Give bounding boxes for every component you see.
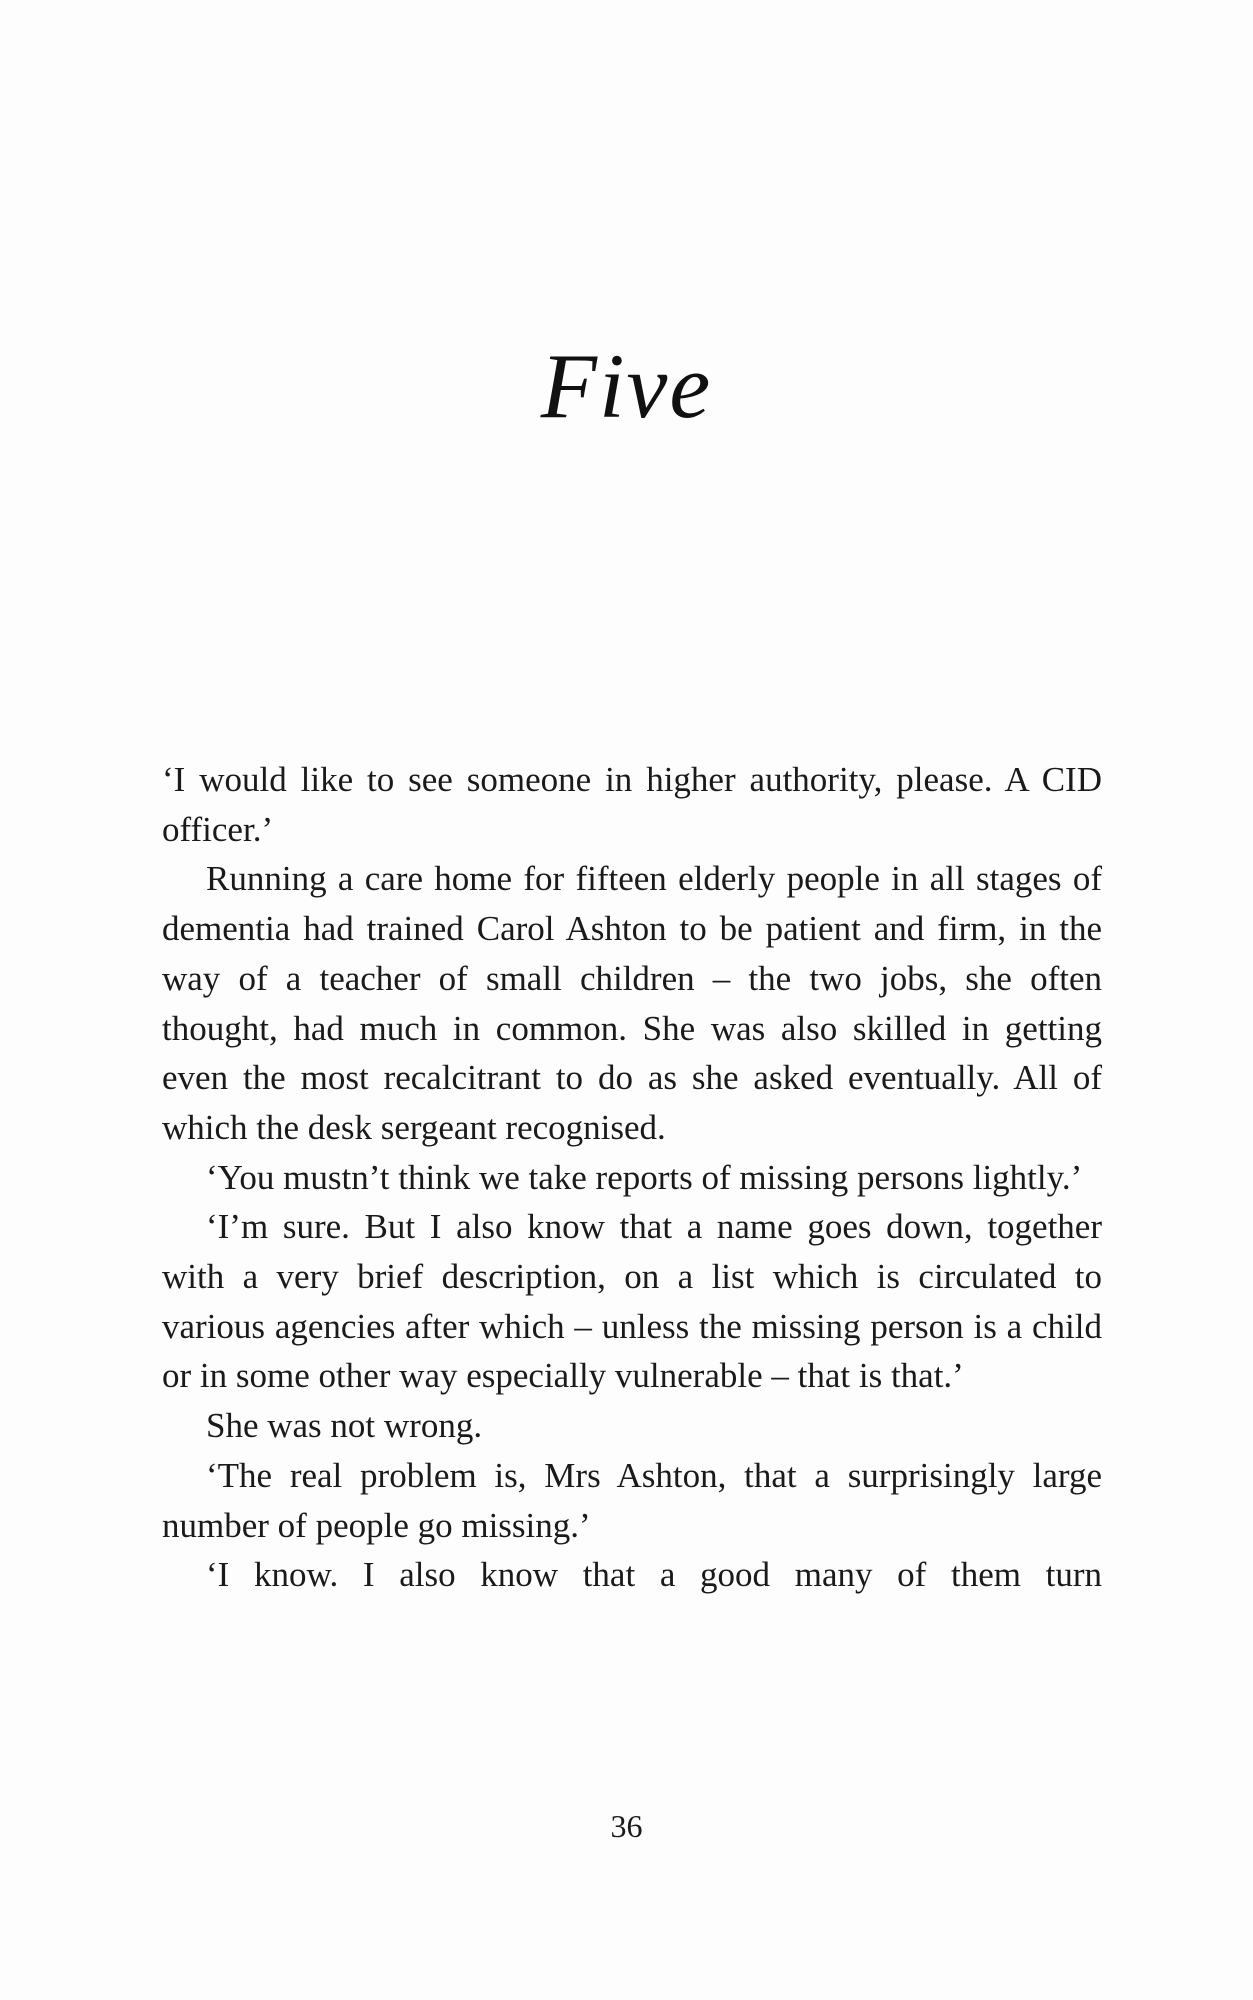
paragraph: ‘I would like to see someone in higher authority, please. A CID officer.’ — [162, 760, 1102, 849]
paragraph: ‘You mustn’t think we take reports of missing persons lightly.’ — [206, 1157, 1083, 1197]
paragraph: ‘I’m sure. But I also know that a name goes down, together with a very brief description, on a list which is circulated to various agencies after which – unless the missing person is a child or in some other way especially vulnerable – that is that.’ — [162, 1207, 1102, 1396]
paragraph: ‘The real problem is, Mrs Ashton, that a surprisingly large number of people go missing.’ — [162, 1455, 1102, 1545]
paragraph: She was not wrong. — [206, 1406, 483, 1446]
chapter-body — [162, 755, 1102, 1600]
page-number: 36 — [610, 1808, 643, 1844]
chapter-title: Five — [540, 335, 713, 437]
paragraph: ‘I know. I also know that a good many of them turn — [206, 1555, 1102, 1595]
paragraph: Running a care home for fifteen elderly people in all stages of dementia had trained Carol Ashton to be patient and firm, in the way of a teacher of small children – the two jobs, she often thought, had much in common. She was also skilled in getting even the most recalcitrant to do as she asked eventually. All of which the desk sergeant recognised. — [162, 859, 1102, 1147]
